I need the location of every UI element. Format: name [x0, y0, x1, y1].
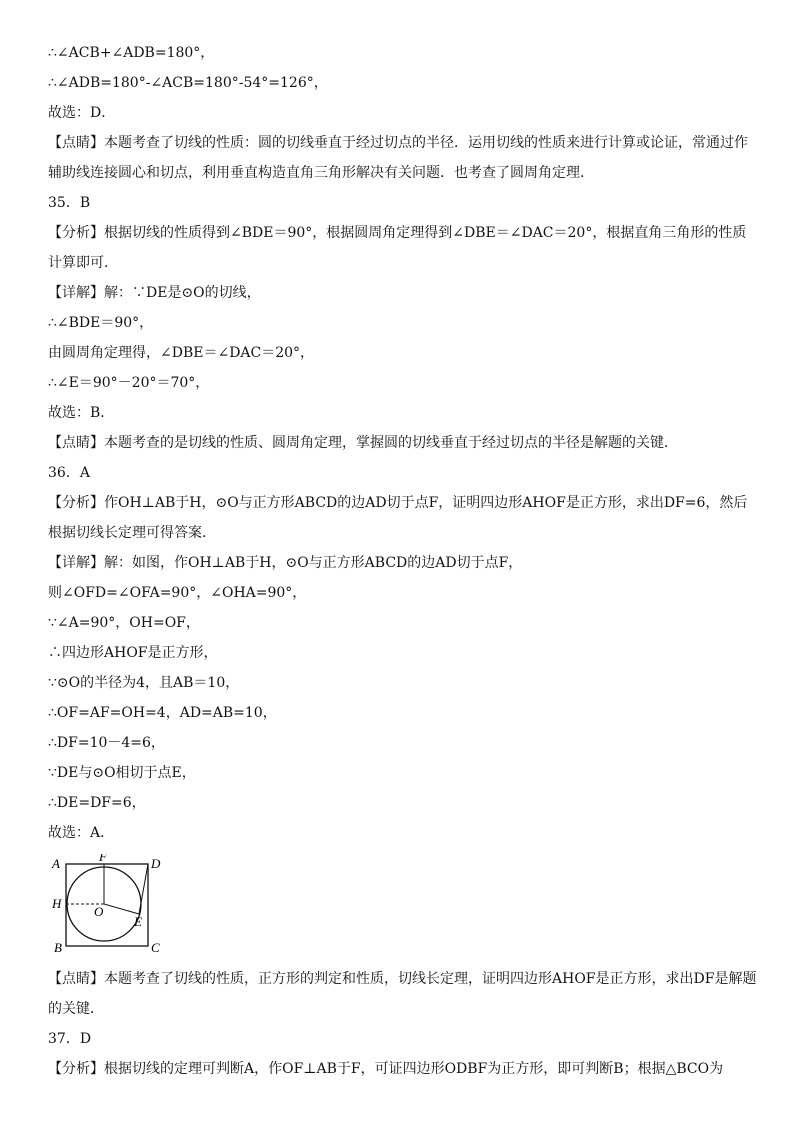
q37-number: 37．D — [48, 1031, 92, 1047]
q37-analysis: 【分析】根据切线的定理可判断A，作OF⊥AB于F，可证四边形ODBF为正方形，即可判断B；根据△BCO为 — [48, 1061, 724, 1077]
q36-detail-1: 【详解】解：如图，作OH⊥AB于H，⊙O与正方形ABCD的边AD切于点F， — [48, 555, 523, 571]
q36-detail-3: ∵∠A=90°，OH=OF， — [48, 615, 200, 631]
q36-detail-6: ∴OF=AF=OH=4，AD=AB=10， — [48, 705, 277, 721]
label-f: F — [99, 854, 107, 864]
q36-detail-9: ∴DE=DF=6， — [48, 795, 146, 811]
q35-detail-1: 【详解】解：∵DE是⊙O的切线， — [48, 285, 261, 301]
q36-answer: 故选：A． — [48, 825, 115, 841]
label-e: E — [134, 914, 142, 929]
label-a: A — [52, 856, 60, 871]
label-d: D — [151, 856, 161, 871]
square-circle-figure — [50, 854, 760, 958]
document-page — [48, 38, 760, 1084]
q36-comment: 【点睛】本题考查了切线的性质，正方形的判定和性质，切线长定理，证明四边形AHOF是正方形，求出DF是解题的关键． — [48, 971, 757, 1017]
q36-number: 36．A — [48, 465, 90, 481]
label-h: H — [52, 896, 62, 911]
prev-answer: 故选：D． — [48, 105, 116, 121]
q36-detail-5: ∵⊙O的半径为4，且AB＝10， — [48, 675, 240, 691]
geometry-diagram — [50, 854, 170, 954]
segment-oe — [104, 904, 139, 914]
q36-analysis: 【分析】作OH⊥AB于H，⊙O与正方形ABCD的边AD切于点F，证明四边形AHOF是正方形，求出DF=6，然后根据切线长定理可得答案． — [48, 495, 748, 541]
q36-detail-7: ∴DF=10－4=6， — [48, 735, 165, 751]
segment-de — [139, 864, 148, 914]
q35-answer: 故选：B． — [48, 405, 115, 421]
prev-line-1: ∴∠ACB+∠ADB=180°， — [48, 45, 215, 61]
q35-detail-3: 由圆周角定理得，∠DBE＝∠DAC＝20°， — [48, 345, 315, 361]
q36-detail-4: ∴四边形AHOF是正方形， — [48, 645, 218, 661]
prev-comment: 【点睛】本题考查了切线的性质：圆的切线垂直于经过切点的半径．运用切线的性质来进行计算或论证，常通过作辅助线连接圆心和切点，利用垂直构造直角三角形解决有关问题．也考查了圆周角定理． — [48, 135, 748, 181]
q35-detail-4: ∴∠E＝90°－20°＝70°， — [48, 375, 210, 391]
label-c: C — [151, 940, 160, 954]
label-b: B — [54, 940, 62, 954]
q35-analysis: 【分析】根据切线的性质得到∠BDE＝90°，根据圆周角定理得到∠DBE＝∠DAC＝20°，根据直角三角形的性质计算即可． — [48, 225, 747, 271]
label-o: O — [94, 904, 104, 919]
q36-detail-8: ∵DE与⊙O相切于点E， — [48, 765, 196, 781]
q35-number: 35．B — [48, 195, 91, 211]
q36-detail-2: 则∠OFD=∠OFA=90°，∠OHA=90°， — [48, 585, 307, 601]
prev-line-2: ∴∠ADB=180°-∠ACB=180°-54°=126°， — [48, 75, 328, 91]
q35-detail-2: ∴∠BDE＝90°， — [48, 315, 154, 331]
q35-comment: 【点睛】本题考查的是切线的性质、圆周角定理，掌握圆的切线垂直于经过切点的半径是解题的关键． — [48, 435, 678, 451]
